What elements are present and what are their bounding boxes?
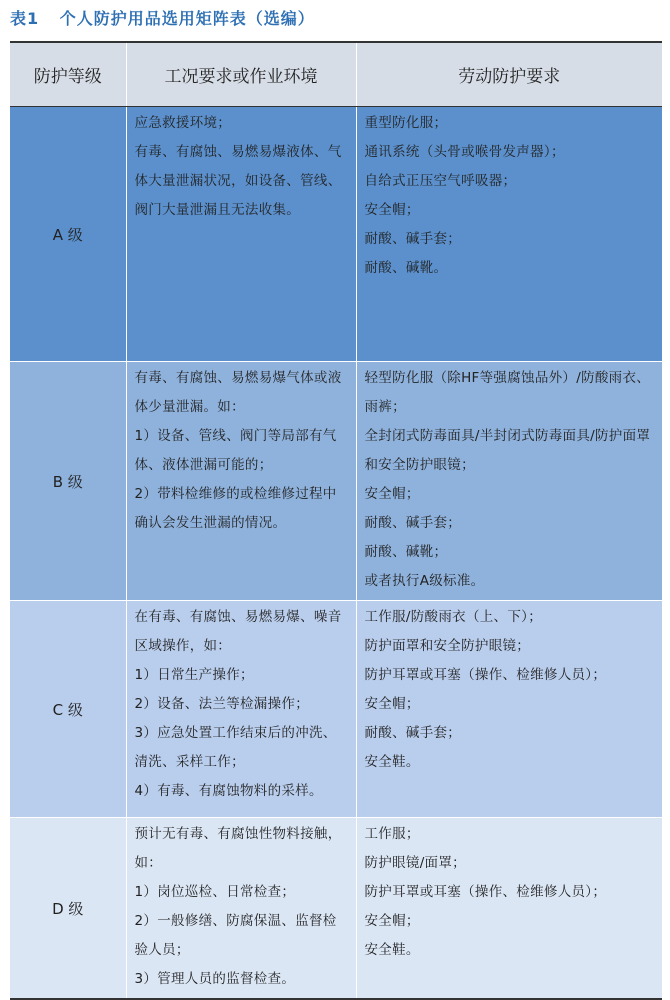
environment-line: 2）设备、法兰等检漏操作； xyxy=(134,696,309,712)
level-cell: D 级 xyxy=(10,818,126,1000)
environment-line: 3）管理人员的监督检查。 xyxy=(134,971,296,987)
protection-line: 安全帽； xyxy=(364,913,420,929)
caption-title: 个人防护用品选用矩阵表（选编） xyxy=(59,9,315,28)
table-row-c xyxy=(10,601,662,818)
protection-line: 安全帽； xyxy=(364,696,420,712)
environment-cell xyxy=(126,601,356,818)
protection-cell xyxy=(356,107,662,362)
caption-label: 表1 xyxy=(10,9,40,28)
table-row-a xyxy=(10,107,662,362)
protection-line: 工作服/防酸雨衣（上、下）； xyxy=(364,609,542,625)
header-protection: 劳动防护要求 xyxy=(356,42,662,107)
level-cell: B 级 xyxy=(10,362,126,601)
protection-line: 自给式正压空气呼吸器； xyxy=(364,173,517,189)
environment-line: 2）带料检维修的或检维修过程中确认会发生泄漏的情况。 xyxy=(134,486,337,531)
protection-line: 全封闭式防毒面具/半封闭式防毒面具/防护面罩和安全防护眼镜； xyxy=(364,428,651,473)
protection-line: 防护眼镜/面罩； xyxy=(364,855,466,871)
protection-line: 安全鞋。 xyxy=(364,942,420,958)
environment-line: 有毒、有腐蚀、易燃易爆气体或液体少量泄漏。如： xyxy=(134,370,342,415)
environment-line: 2）一般修缮、防腐保温、监督检验人员； xyxy=(134,913,337,958)
protection-line: 防护耳罩或耳塞（操作、检维修人员）； xyxy=(364,884,607,900)
protection-line: 轻型防化服（除HF等强腐蚀品外）/防酸雨衣、雨裤； xyxy=(364,370,651,415)
protection-line: 耐酸、碱靴。 xyxy=(364,260,448,276)
ppe-matrix-table xyxy=(10,41,662,1000)
protection-line: 耐酸、碱靴； xyxy=(364,544,448,560)
environment-cell xyxy=(126,818,356,1000)
protection-line: 安全鞋。 xyxy=(364,754,420,770)
header-environment: 工况要求或作业环境 xyxy=(126,42,356,107)
environment-line: 预计无有毒、有腐蚀性物料接触，如： xyxy=(134,826,342,871)
protection-line: 或者执行A级标准。 xyxy=(364,573,485,589)
protection-line: 通讯系统（头骨或喉骨发声器）； xyxy=(364,144,565,160)
protection-line: 耐酸、碱手套； xyxy=(364,725,462,741)
environment-line: 1）岗位巡检、日常检查； xyxy=(134,884,296,900)
protection-line: 安全帽； xyxy=(364,486,420,502)
protection-line: 工作服； xyxy=(364,826,420,842)
level-cell: A 级 xyxy=(10,107,126,362)
protection-line: 防护耳罩或耳塞（操作、检维修人员）； xyxy=(364,667,607,683)
environment-line: 1）日常生产操作； xyxy=(134,667,254,683)
environment-line: 1）设备、管线、阀门等局部有气体、液体泄漏可能的； xyxy=(134,428,337,473)
protection-line: 耐酸、碱手套； xyxy=(364,231,462,247)
environment-line: 在有毒、有腐蚀、易燃易爆、噪音区域操作，如： xyxy=(134,609,342,654)
table-caption xyxy=(10,6,315,29)
environment-line: 应急救援环境； xyxy=(134,115,232,131)
environment-line: 4）有毒、有腐蚀物料的采样。 xyxy=(134,783,323,799)
environment-line: 有毒、有腐蚀、易燃易爆液体、气体大量泄漏状况，如设备、管线、阀门大量泄漏且无法收集。 xyxy=(134,144,342,218)
environment-cell xyxy=(126,107,356,362)
protection-line: 安全帽； xyxy=(364,202,420,218)
protection-cell xyxy=(356,601,662,818)
protection-line: 耐酸、碱手套； xyxy=(364,515,462,531)
protection-cell xyxy=(356,818,662,1000)
table-row-d xyxy=(10,818,662,1000)
environment-cell xyxy=(126,362,356,601)
protection-line: 防护面罩和安全防护眼镜； xyxy=(364,638,531,654)
protection-line: 重型防化服； xyxy=(364,115,448,131)
header-row xyxy=(10,42,662,107)
header-level: 防护等级 xyxy=(10,42,126,107)
protection-cell xyxy=(356,362,662,601)
environment-line: 3）应急处置工作结束后的冲洗、清洗、采样工作； xyxy=(134,725,337,770)
level-cell: C 级 xyxy=(10,601,126,818)
table-row-b xyxy=(10,362,662,601)
